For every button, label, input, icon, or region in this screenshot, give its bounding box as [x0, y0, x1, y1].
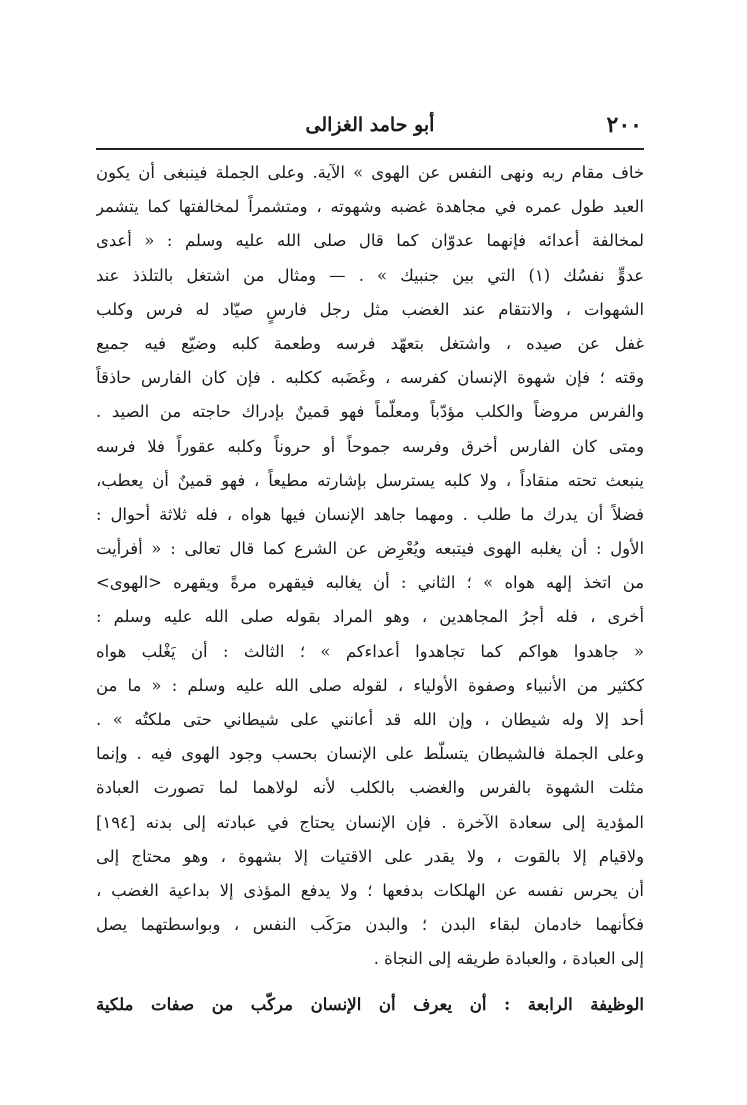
text-line: خاف مقام ربه ونهى النفس عن الهوى » الآية. وعلى الجملة فينبغى أن يكون	[96, 163, 644, 182]
text-line: أن يحرس نفسه عن الهلكات بدفعها ؛ ولا يدفع المؤذى إلا بداعية الغضب ،	[96, 880, 644, 900]
running-title: أبو حامد الغزالى	[305, 114, 435, 136]
text-line: وقته ؛ فإن شهوة الإنسان كفرسه ، وغَضَبه ككلبه . فإن كان الفارس حاذقاً	[96, 368, 644, 388]
document-page	[96, 108, 644, 1068]
text-line: من اتخذ إلهه هواه » ؛ الثاني : أن يغالبه فيقهره مرةً ويقهره <الهوى>	[96, 573, 644, 593]
text-line: الشهوات ، والانتقام عند الغضب مثل رجل فارسٍ صيّاد له فرس وكلب	[96, 299, 644, 319]
text-line: الأول : أن يغلبه الهوى فيتبعه ويُعْرِض عن الشرع كما قال تعالى : « أفرأيت	[96, 539, 644, 559]
text-line: لمخالفة أعدائه فإنهما عدوّان كما قال صلى الله عليه وسلم : « أعدى	[96, 231, 644, 251]
text-line: أحد إلا وله شيطان ، وإن الله قد أعانني على شيطاني حتى ملكتُه » .	[96, 710, 644, 729]
text-line: فكأنهما خادمان لبقاء البدن ؛ والبدن مرَكَب النفس ، وبواسطتهما يصل	[96, 915, 644, 935]
page-number: ٢٠٠	[606, 112, 642, 138]
text-line: وعلى الجملة فالشيطان يتسلّط على الإنسان بحسب وجود الهوى فيه . وإنما	[96, 744, 644, 764]
text-line: عدوٍّ نفسُك (١) التي بين جنبيك » . — ومثال من اشتغل بالتلذذ عند	[96, 265, 644, 285]
text-line: والفرس مروضاً والكلب مؤدّباً ومعلّماً فهو قمينٌ بإدراك حاجته من الصيد .	[96, 402, 644, 422]
text-line: ككثير من الأنبياء وصفوة الأولياء ، لقوله صلى الله عليه وسلم : « ما من	[96, 675, 644, 695]
body-text	[96, 156, 644, 977]
section-heading-line: الوظيفة الرابعة : أن يعرف أن الإنسان مركّب من صفات ملكية	[96, 993, 644, 1014]
text-line: ومتى كان الفارس أخرق وفرسه جموحاً أو حروناً وكلبه عقوراً فلا فرسه	[96, 436, 644, 456]
text-line: المؤدية إلى سعادة الآخرة . فإن الإنسان يحتاج في عبادته إلى بدنه [١٩٤]	[96, 812, 644, 832]
section-gap	[96, 977, 644, 987]
text-line: ولاقيام إلا بالقوت ، ولا يقدر على الاقتيات إلا بشهوة ، وهو محتاج إلى	[96, 846, 644, 866]
text-line: غفل عن صيده ، واشتغل بتعهّد فرسه وطعمة كلبه وضيّع فيه جميع	[96, 333, 644, 353]
text-line: « جاهدوا هواكم كما تجاهدوا أعداءكم » ؛ الثالث : أن يَغْلب هواه	[96, 641, 644, 661]
page-header	[96, 108, 644, 150]
text-line: إلى العبادة ، والعبادة طريقه إلى النجاة .	[373, 949, 644, 969]
text-line: مثلت الشهوة بالفرس والغضب بالكلب لأنه لولاهما لما تصورت العبادة	[96, 778, 644, 798]
text-line: العبد طول عمره في مجاهدة غضبه وشهوته ، ومتشمراً لمخالفتها كما يتشمر	[96, 197, 644, 217]
text-line: أخرى ، فله أجرُ المجاهدين ، وهو المراد بقوله صلى الله عليه وسلم :	[96, 607, 644, 627]
text-line: فضلاً أن يدرك ما طلب . ومهما جاهد الإنسان فيها هواه ، فله ثلاثة أحوال :	[96, 504, 644, 524]
text-line: ينبعث تحته منقاداً ، ولا كلبه يسترسل بإشارته مطيعاً ، فهو قمينٌ أن يعطب،	[96, 470, 644, 490]
